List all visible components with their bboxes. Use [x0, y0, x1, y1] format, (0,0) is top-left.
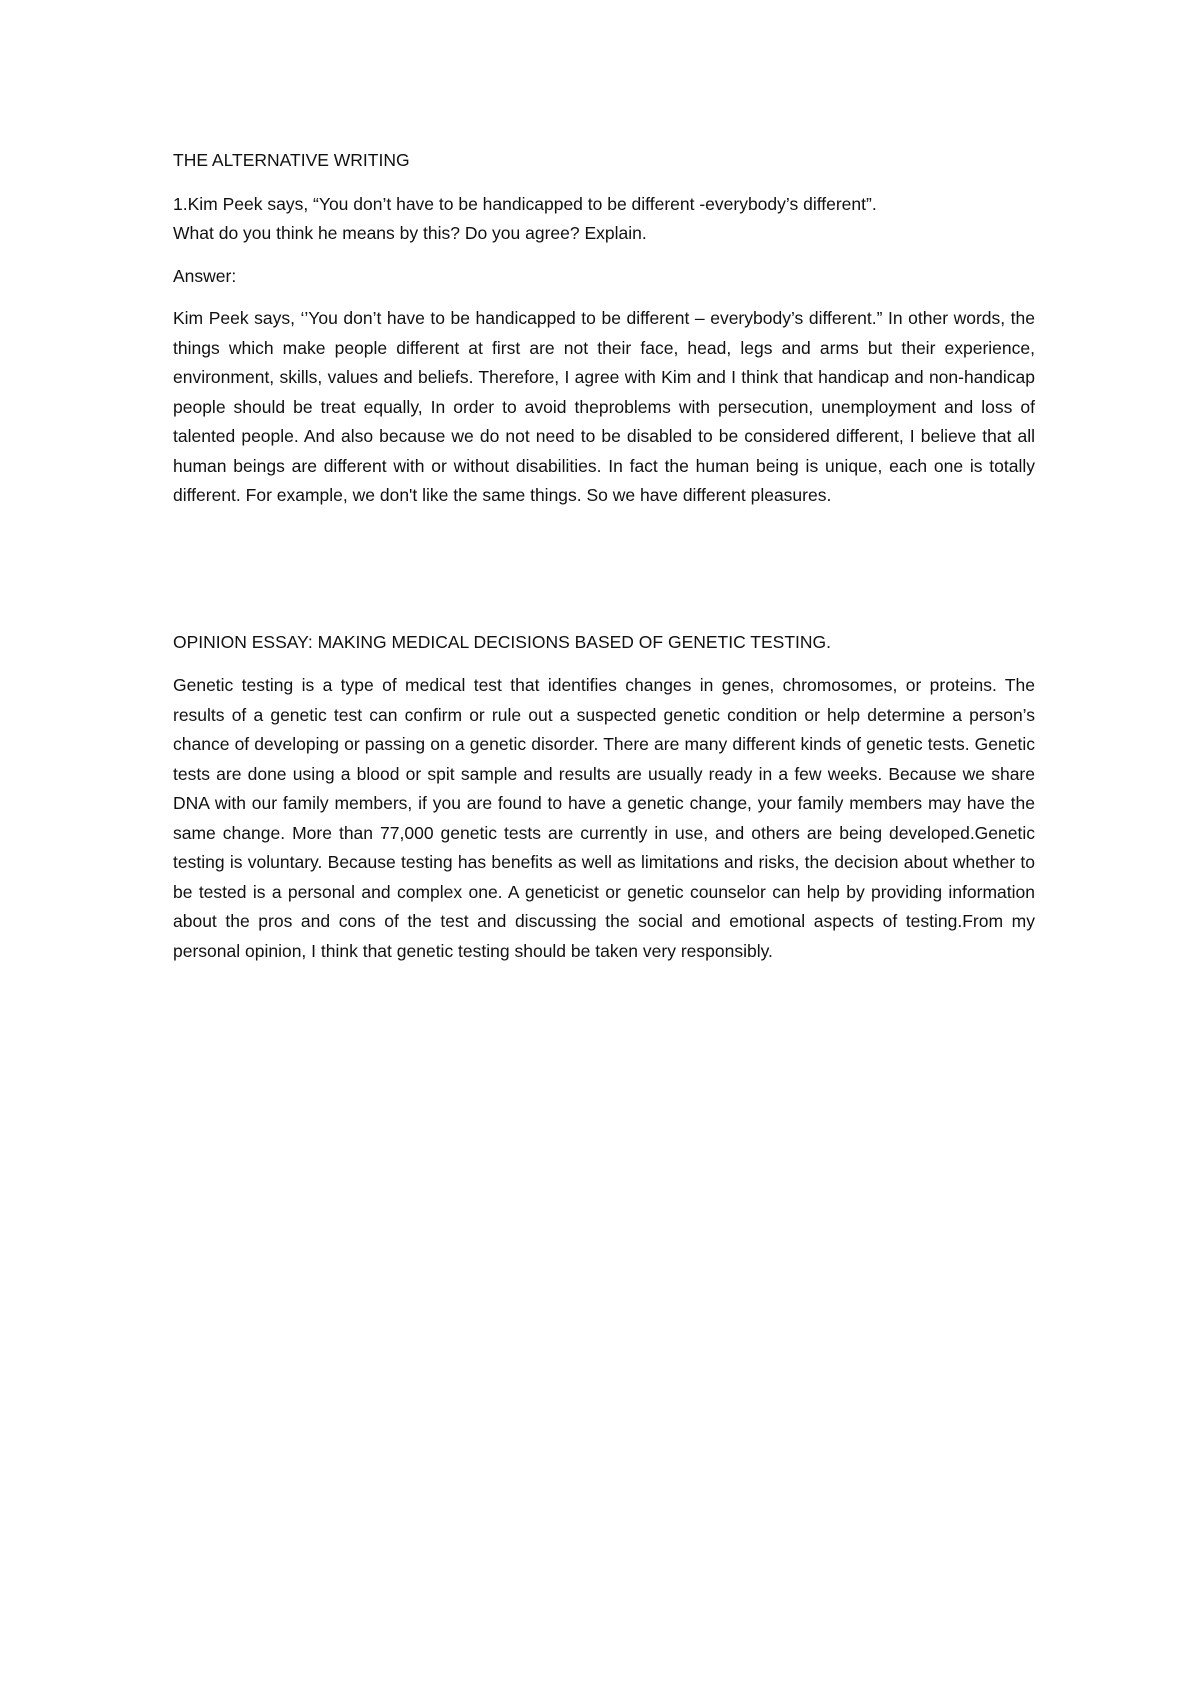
- answer-paragraph: Kim Peek says, ‘’You don’t have to be handicapped to be different – everybody’s different.” In other words, the things which make people different at first are not their face, head, legs and arms but their experience, environment, skills, values and beliefs. Therefore, I agree with Kim and I think that handicap and non-handicap people should be treat equally, In order to avoid theproblems with persecution, unemployment and loss of talented people. And also because we do not need to be disabled to be considered different, I believe that all human beings are different with or without disabilities. In fact the human being is unique, each one is totally different. For example, we don't like the same things. So we have different pleasures.: [173, 308, 1035, 505]
- question-line-2: What do you think he means by this? Do you agree? Explain.: [173, 223, 647, 243]
- document-body: [173, 146, 1035, 979]
- essay-paragraph: Genetic testing is a type of medical test that identifies changes in genes, chromosomes, or proteins. The results of a genetic test can confirm or rule out a suspected genetic condition or help determine a person’s chance of developing or passing on a genetic disorder. There are many different kinds of genetic tests. Genetic tests are done using a blood or spit sample and results are usually ready in a few weeks. Because we share DNA with our family members, if you are found to have a genetic change, your family members may have the same change. More than 77,000 genetic tests are currently in use, and others are being developed.Genetic testing is voluntary. Because testing has benefits as well as limitations and risks, the decision about whether to be tested is a personal and complex one. A geneticist or genetic counselor can help by providing information about the pros and cons of the test and discussing the social and emotional aspects of testing.From my personal opinion, I think that genetic testing should be taken very responsibly.: [173, 675, 1035, 961]
- answer-label: Answer:: [173, 265, 237, 286]
- section-title-alternative-writing: THE ALTERNATIVE WRITING: [173, 150, 410, 170]
- question-block: [173, 190, 1035, 249]
- question-line-1: 1.Kim Peek says, “You don’t have to be handicapped to be different -everybody’s different”.: [173, 193, 877, 214]
- section-spacer: [173, 524, 1035, 628]
- section-title-opinion-essay: OPINION ESSAY: MAKING MEDICAL DECISIONS BASED OF GENETIC TESTING.: [173, 631, 831, 652]
